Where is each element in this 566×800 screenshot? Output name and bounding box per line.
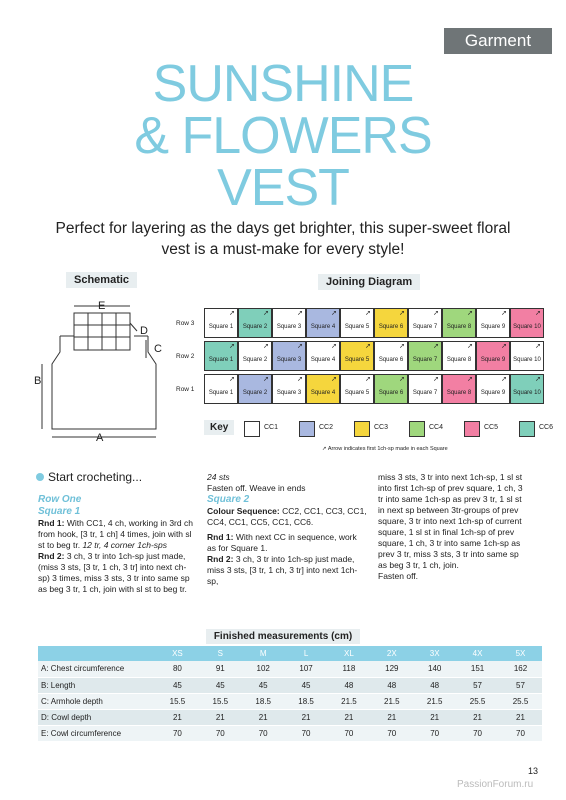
measurement-cell: 48 — [328, 677, 371, 693]
arrow-icon: ➚ — [399, 343, 405, 350]
arrow-icon: ➚ — [322, 446, 327, 452]
joining-square — [510, 341, 544, 371]
arrow-icon: ➚ — [365, 310, 371, 317]
row-label: C: Armhole depth — [38, 693, 156, 709]
table-row — [38, 709, 542, 725]
square-label: Square 3 — [276, 390, 302, 396]
measurement-cell: 48 — [370, 677, 413, 693]
vest-schematic — [30, 292, 180, 447]
measurement-cell: 70 — [370, 725, 413, 741]
measurement-cell: 70 — [499, 725, 542, 741]
square-label: Square 5 — [344, 390, 370, 396]
row-label: A: Chest circumference — [38, 661, 156, 677]
joining-square — [476, 341, 510, 371]
joining-square — [442, 341, 476, 371]
size-header: L — [285, 646, 328, 661]
square-label: Square 8 — [446, 324, 472, 330]
key-name: CC1 — [264, 424, 279, 431]
arrow-icon: ➚ — [467, 343, 473, 350]
joining-square — [306, 374, 340, 404]
square-label: Square 5 — [344, 357, 370, 363]
measurement-cell: 45 — [242, 677, 285, 693]
key-name: CC5 — [484, 424, 499, 431]
table-row — [38, 661, 542, 677]
table-row — [38, 677, 542, 693]
measurement-cell: 21 — [328, 709, 371, 725]
title-line-1: SUNSHINE — [152, 55, 414, 113]
dim-b: B — [34, 375, 42, 387]
measurement-cell: 80 — [156, 661, 199, 677]
joining-square — [442, 308, 476, 338]
square1-heading: Square 1 — [38, 506, 81, 517]
measurement-cell: 45 — [156, 677, 199, 693]
size-header: 4X — [456, 646, 499, 661]
row-label: Row 3 — [176, 320, 195, 327]
row-label: D: Cowl depth — [38, 709, 156, 725]
square-label: Square 3 — [276, 357, 302, 363]
measurement-cell: 21 — [199, 709, 242, 725]
arrow-icon: ➚ — [467, 376, 473, 383]
joining-square — [374, 308, 408, 338]
size-header: M — [242, 646, 285, 661]
arrow-icon: ➚ — [535, 376, 541, 383]
row-label: E: Cowl circumference — [38, 725, 156, 741]
measurement-cell: 21 — [156, 709, 199, 725]
key-swatch — [409, 421, 425, 437]
size-header-row — [38, 646, 542, 661]
size-header: S — [199, 646, 242, 661]
measurement-cell: 70 — [456, 725, 499, 741]
measurement-cell: 107 — [285, 661, 328, 677]
square-label: Square 10 — [513, 324, 541, 330]
measurement-cell: 140 — [413, 661, 456, 677]
measurement-cell: 21 — [242, 709, 285, 725]
measurement-cell: 48 — [413, 677, 456, 693]
measurement-cell: 15.5 — [156, 693, 199, 709]
measurement-cell: 57 — [499, 677, 542, 693]
joining-square — [272, 374, 306, 404]
size-header: 5X — [499, 646, 542, 661]
table-row — [38, 693, 542, 709]
square2-heading: Square 2 — [207, 494, 250, 505]
joining-square — [340, 341, 374, 371]
joining-square — [238, 341, 272, 371]
square-label: Square 8 — [446, 390, 472, 396]
measurement-cell: 70 — [285, 725, 328, 741]
arrow-icon: ➚ — [331, 343, 337, 350]
arrow-icon: ➚ — [399, 376, 405, 383]
joining-square — [408, 374, 442, 404]
joining-square — [340, 374, 374, 404]
measurement-cell: 91 — [199, 661, 242, 677]
key-swatch — [464, 421, 480, 437]
row-label: B: Length — [38, 677, 156, 693]
square-label: Square 7 — [412, 357, 438, 363]
measurement-cell: 25.5 — [456, 693, 499, 709]
arrow-icon: ➚ — [297, 310, 303, 317]
start-text: Start crocheting... — [48, 470, 143, 484]
square-label: Square 1 — [208, 324, 234, 330]
measurement-cell: 21 — [456, 709, 499, 725]
measurement-cell: 129 — [370, 661, 413, 677]
sq2-rnd2-text: Rnd 2: 3 ch, 3 tr into 1ch-sp just made, miss 3 sts, [3 tr, 1 ch, 3 tr] into next 1ch-sp, — [207, 554, 358, 586]
key-name: CC6 — [539, 424, 554, 431]
key-label: Key — [204, 420, 234, 435]
square-label: Square 5 — [344, 324, 370, 330]
colour-sequence: Colour Sequence: CC2, CC1, CC3, CC1, CC4, CC1, CC5, CC1, CC6. — [207, 506, 367, 527]
measurement-cell: 15.5 — [199, 693, 242, 709]
fasten-off-1: Fasten off. Weave in ends — [207, 483, 306, 493]
joining-square — [374, 374, 408, 404]
arrow-icon: ➚ — [365, 376, 371, 383]
arrow-icon: ➚ — [331, 376, 337, 383]
corner-cell — [38, 646, 156, 661]
arrow-icon: ➚ — [263, 376, 269, 383]
square-label: Square 4 — [310, 390, 336, 396]
measurement-cell: 70 — [328, 725, 371, 741]
dim-d: D — [140, 325, 148, 337]
joining-square — [374, 341, 408, 371]
arrow-icon: ➚ — [229, 376, 235, 383]
square-label: Square 1 — [208, 357, 234, 363]
rnd1-text: Rnd 1: With CC1, 4 ch, working in 3rd ch from hook, [3 tr, 1 ch] 4 times, join with sl st to beg tr. 12 tr, 4 corner 1ch-sps — [38, 518, 193, 550]
joining-square — [476, 308, 510, 338]
measurement-cell: 70 — [199, 725, 242, 741]
dim-a: A — [96, 432, 104, 444]
measurement-cell: 57 — [456, 677, 499, 693]
key-swatch — [244, 421, 260, 437]
measurement-cell: 162 — [499, 661, 542, 677]
arrow-icon: ➚ — [263, 310, 269, 317]
dim-c: C — [154, 343, 162, 355]
arrow-icon: ➚ — [433, 376, 439, 383]
row-label: Row 1 — [176, 386, 195, 393]
arrow-icon: ➚ — [297, 343, 303, 350]
measurement-cell: 70 — [242, 725, 285, 741]
square-label: Square 10 — [513, 390, 541, 396]
measurements-table — [38, 646, 542, 742]
square-label: Square 9 — [480, 390, 506, 396]
sq2-rnd2-cont: miss 3 sts, 3 tr into next 1ch-sp, 1 sl st into first 1ch-sp of prev square, 1 ch, 3 tr into same 1ch-sp as prev 3 tr, 1 sl st in next sp between 3tr-groups of prev square, 3 tr into next 1ch-sp of current square, 1 sl st in final 1ch-sp of prev square, 1 ch, 3 tr into same 1ch-sp as prev 3 tr, miss 3 sts, 3 tr into same sp as beg 3 tr, 1 ch, join. — [378, 472, 523, 570]
arrow-icon: ➚ — [501, 376, 507, 383]
arrow-icon: ➚ — [229, 310, 235, 317]
arrow-icon: ➚ — [331, 310, 337, 317]
size-header: XS — [156, 646, 199, 661]
key-name: CC3 — [374, 424, 389, 431]
arrow-icon: ➚ — [535, 310, 541, 317]
key-swatch — [299, 421, 315, 437]
arrow-icon: ➚ — [433, 343, 439, 350]
start-heading — [36, 470, 142, 484]
measurement-cell: 21.5 — [328, 693, 371, 709]
arrow-icon: ➚ — [229, 343, 235, 350]
arrow-icon: ➚ — [467, 310, 473, 317]
square-label: Square 9 — [480, 324, 506, 330]
square-label: Square 8 — [446, 357, 472, 363]
intro-text: Perfect for layering as the days get brighter, this super-sweet floral vest is a must-make for every style! — [55, 220, 511, 258]
square-label: Square 2 — [242, 390, 268, 396]
joining-square — [238, 374, 272, 404]
key-name: CC2 — [319, 424, 334, 431]
square-label: Square 10 — [513, 357, 541, 363]
size-header: 3X — [413, 646, 456, 661]
square-label: Square 6 — [378, 324, 404, 330]
square-label: Square 1 — [208, 390, 234, 396]
page-number: 13 — [528, 766, 539, 776]
measurement-cell: 45 — [285, 677, 328, 693]
measurement-cell: 70 — [156, 725, 199, 741]
measurement-cell: 18.5 — [242, 693, 285, 709]
arrow-icon: ➚ — [501, 343, 507, 350]
measurement-cell: 21.5 — [370, 693, 413, 709]
joining-square — [204, 374, 238, 404]
square-label: Square 4 — [310, 324, 336, 330]
joining-square — [272, 308, 306, 338]
key-swatch — [519, 421, 535, 437]
measurement-cell: 118 — [328, 661, 371, 677]
joining-square — [306, 308, 340, 338]
measurement-cell: 21 — [499, 709, 542, 725]
measurements-heading: Finished measurements (cm) — [0, 626, 566, 644]
dim-e: E — [98, 300, 106, 312]
key-name: CC4 — [429, 424, 444, 431]
measurement-cell: 45 — [199, 677, 242, 693]
size-header: XL — [328, 646, 371, 661]
arrow-icon: ➚ — [297, 376, 303, 383]
arrow-icon: ➚ — [501, 310, 507, 317]
arrow-note — [322, 446, 448, 452]
measurement-cell: 102 — [242, 661, 285, 677]
square-label: Square 9 — [480, 357, 506, 363]
arrow-icon: ➚ — [433, 310, 439, 317]
title-line-2: & FLOWERS — [134, 107, 432, 165]
arrow-icon: ➚ — [365, 343, 371, 350]
square-label: Square 6 — [378, 390, 404, 396]
measurement-cell: 18.5 — [285, 693, 328, 709]
measurement-cell: 21 — [413, 709, 456, 725]
joining-square — [408, 341, 442, 371]
joining-square — [340, 308, 374, 338]
joining-square — [510, 308, 544, 338]
square-label: Square 6 — [378, 357, 404, 363]
joining-square — [442, 374, 476, 404]
joining-square — [476, 374, 510, 404]
rnd2-text: Rnd 2: 3 ch, 3 tr into 1ch-sp just made, (miss 3 sts, [3 tr, 1 ch, 3 tr] into next ch-sp) 3 times, miss 3 sts, 3 tr into same sp as beg 3 tr, 1 ch, join with sl st to beg tr. — [38, 551, 190, 594]
square-label: Square 7 — [412, 324, 438, 330]
table-row — [38, 725, 542, 741]
section-tag: Garment — [444, 28, 552, 54]
square-label: Square 7 — [412, 390, 438, 396]
key-swatch — [354, 421, 370, 437]
joining-square — [204, 308, 238, 338]
joining-square — [408, 308, 442, 338]
arrow-icon: ➚ — [399, 310, 405, 317]
fasten-off-2: Fasten off. — [378, 571, 419, 581]
column-3 — [378, 472, 530, 612]
column-1 — [38, 494, 198, 595]
measurement-cell: 70 — [413, 725, 456, 741]
measurement-cell: 21.5 — [413, 693, 456, 709]
square-label: Square 2 — [242, 357, 268, 363]
schematic-label: Schematic — [66, 272, 137, 288]
arrow-icon: ➚ — [263, 343, 269, 350]
arrow-icon: ➚ — [535, 343, 541, 350]
size-header: 2X — [370, 646, 413, 661]
joining-square — [510, 374, 544, 404]
sq2-rnd1-text: Rnd 1: With next CC in sequence, work as for Square 1. — [207, 532, 357, 553]
measurement-cell: 151 — [456, 661, 499, 677]
joining-square — [238, 308, 272, 338]
measurement-cell: 21 — [370, 709, 413, 725]
joining-diagram-label: Joining Diagram — [318, 274, 420, 290]
joining-square — [204, 341, 238, 371]
row-label: Row 2 — [176, 353, 195, 360]
square-label: Square 4 — [310, 357, 336, 363]
watermark: PassionForum.ru — [457, 779, 534, 790]
measurement-cell: 25.5 — [499, 693, 542, 709]
joining-square — [272, 341, 306, 371]
rnd2-count: 24 sts — [207, 472, 230, 482]
square-label: Square 2 — [242, 324, 268, 330]
title-line-3: VEST — [217, 159, 349, 217]
square-label: Square 3 — [276, 324, 302, 330]
arrow-note-text: Arrow indicates first 1ch-sp made in each Square — [327, 446, 448, 452]
bullet-dot-icon — [36, 473, 44, 481]
joining-square — [306, 341, 340, 371]
row-one-heading: Row One — [38, 494, 82, 505]
column-2 — [207, 472, 367, 587]
measurement-cell: 21 — [285, 709, 328, 725]
